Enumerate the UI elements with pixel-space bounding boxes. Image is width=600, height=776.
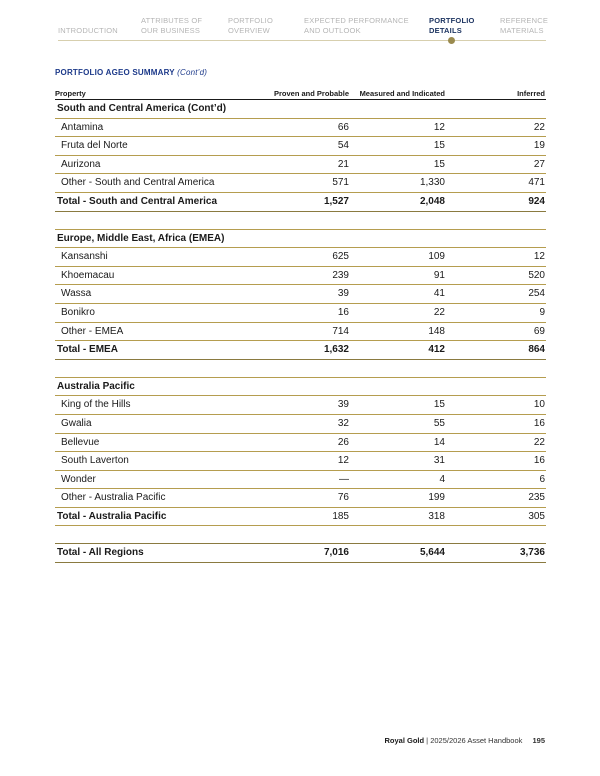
- cell-inferred: 520: [528, 269, 545, 281]
- nav-portfolio-details[interactable]: [429, 16, 475, 36]
- cell-measured-indicated: 1,330: [419, 177, 445, 189]
- cell-property: Aurizona: [61, 158, 101, 170]
- cell-inferred: 254: [528, 288, 545, 300]
- cell-property: Other - EMEA: [61, 325, 124, 337]
- total-proven-probable: 1,632: [323, 344, 349, 356]
- section-total-row: [55, 193, 546, 212]
- section-title: [55, 68, 207, 77]
- table-row: [55, 156, 546, 175]
- nav-attributes-of-our-business[interactable]: [141, 16, 202, 36]
- cell-proven-probable: 39: [337, 399, 349, 411]
- table-row: [55, 267, 546, 286]
- total-proven-probable: 185: [332, 510, 349, 522]
- cell-measured-indicated: 199: [428, 492, 445, 504]
- table-row: [55, 248, 546, 267]
- section-title-suffix: (Cont’d): [177, 68, 208, 77]
- cell-inferred: 16: [533, 455, 545, 467]
- table-row: [55, 489, 546, 508]
- grand-total-proven-probable: 7,016: [323, 547, 349, 559]
- cell-measured-indicated: 15: [433, 158, 445, 170]
- cell-inferred: 10: [533, 399, 545, 411]
- cell-measured-indicated: 12: [433, 121, 445, 133]
- cell-property: Bellevue: [61, 436, 100, 448]
- cell-inferred: 69: [533, 325, 545, 337]
- section-spacer: [55, 212, 546, 230]
- section-heading: [55, 378, 546, 397]
- cell-property: King of the Hills: [61, 399, 131, 411]
- cell-proven-probable: —: [339, 473, 349, 485]
- cell-property: Khoemacau: [61, 269, 115, 281]
- active-section-indicator: [448, 37, 455, 44]
- nav-reference-materials[interactable]: [500, 16, 548, 36]
- cell-inferred: 16: [533, 417, 545, 429]
- section-heading: [55, 100, 546, 119]
- table-row: [55, 285, 546, 304]
- nav-line-2: MATERIALS: [500, 26, 544, 35]
- table-row: [55, 415, 546, 434]
- table-header: [55, 86, 546, 100]
- cell-measured-indicated: 55: [433, 417, 445, 429]
- cell-proven-probable: 239: [332, 269, 349, 281]
- cell-property: Wonder: [61, 473, 96, 485]
- nav-line-2: OUR BUSINESS: [141, 26, 201, 35]
- header-measured-indicated: Measured and Indicated: [359, 89, 445, 98]
- footer-brand: Royal Gold: [384, 736, 425, 745]
- ageo-summary-table: [55, 86, 546, 563]
- total-label: Total - Australia Pacific: [57, 510, 167, 522]
- cell-proven-probable: 76: [337, 492, 349, 504]
- section-spacer: [55, 526, 546, 544]
- cell-measured-indicated: 15: [433, 399, 445, 411]
- page-footer: [384, 736, 545, 745]
- cell-proven-probable: 39: [337, 288, 349, 300]
- nav-line-1: [58, 16, 118, 26]
- nav-portfolio-overview[interactable]: [228, 16, 273, 36]
- cell-measured-indicated: 14: [433, 436, 445, 448]
- nav-line-2: AND OUTLOOK: [304, 26, 361, 35]
- cell-measured-indicated: 91: [433, 269, 445, 281]
- total-proven-probable: 1,527: [323, 195, 349, 207]
- section-total-row: [55, 341, 546, 360]
- nav-divider: [58, 40, 546, 41]
- header-property: Property: [55, 89, 86, 98]
- cell-measured-indicated: 15: [433, 140, 445, 152]
- cell-proven-probable: 21: [337, 158, 349, 170]
- grand-total-label: Total - All Regions: [57, 547, 144, 559]
- cell-proven-probable: 26: [337, 436, 349, 448]
- cell-property: Wassa: [61, 288, 92, 300]
- page-number: 195: [532, 736, 545, 745]
- table-row: [55, 434, 546, 453]
- grand-total-measured-indicated: 5,644: [419, 547, 445, 559]
- section-name: Europe, Middle East, Africa (EMEA): [57, 232, 225, 244]
- nav-line-1: ATTRIBUTES OF: [141, 16, 203, 25]
- total-label: Total - EMEA: [57, 344, 118, 356]
- nav-line-1: PORTFOLIO: [228, 16, 274, 25]
- table-row: [55, 396, 546, 415]
- cell-proven-probable: 32: [337, 417, 349, 429]
- cell-property: Bonikro: [61, 306, 95, 318]
- nav-expected-performance[interactable]: [304, 16, 409, 36]
- nav-line-1: REFERENCE: [500, 16, 549, 25]
- nav-introduction[interactable]: [58, 16, 118, 36]
- cell-measured-indicated: 109: [428, 251, 445, 263]
- table-row: [55, 174, 546, 193]
- total-measured-indicated: 2,048: [419, 195, 445, 207]
- table-row: [55, 471, 546, 490]
- table-row: [55, 452, 546, 471]
- section-name: South and Central America (Cont’d): [57, 103, 227, 114]
- total-measured-indicated: 412: [428, 344, 445, 356]
- cell-proven-probable: 66: [337, 121, 349, 133]
- table-row: [55, 119, 546, 138]
- cell-proven-probable: 54: [337, 140, 349, 152]
- cell-inferred: 235: [528, 492, 545, 504]
- table-row: [55, 323, 546, 342]
- cell-proven-probable: 12: [337, 455, 349, 467]
- section-heading: [55, 230, 546, 249]
- cell-property: Other - Australia Pacific: [61, 492, 166, 504]
- nav-line-1: EXPECTED PERFORMANCE: [304, 16, 409, 25]
- cell-inferred: 22: [533, 436, 545, 448]
- cell-property: Gwalia: [61, 417, 92, 429]
- total-measured-indicated: 318: [428, 510, 445, 522]
- total-inferred: 864: [528, 344, 545, 356]
- cell-inferred: 6: [539, 473, 545, 485]
- cell-proven-probable: 714: [332, 325, 349, 337]
- cell-proven-probable: 16: [337, 306, 349, 318]
- section-spacer: [55, 360, 546, 378]
- section-title-main: PORTFOLIO AGEO SUMMARY: [55, 68, 175, 77]
- section-total-row: [55, 508, 546, 527]
- total-label: Total - South and Central America: [57, 195, 218, 207]
- cell-property: Kansanshi: [61, 251, 108, 263]
- cell-property: Other - South and Central America: [61, 177, 215, 189]
- header-inferred: Inferred: [517, 89, 545, 98]
- table-row: [55, 137, 546, 156]
- cell-measured-indicated: 22: [433, 306, 445, 318]
- nav-line-1: PORTFOLIO: [429, 16, 475, 25]
- cell-measured-indicated: 31: [433, 455, 445, 467]
- cell-measured-indicated: 41: [433, 288, 445, 300]
- cell-property: Antamina: [61, 121, 104, 133]
- cell-inferred: 27: [533, 158, 545, 170]
- cell-property: South Laverton: [61, 455, 129, 467]
- footer-separator: |: [426, 736, 429, 745]
- grand-total-inferred: 3,736: [519, 547, 545, 559]
- total-inferred: 924: [528, 195, 545, 207]
- footer-publication: 2025/2026 Asset Handbook: [430, 736, 523, 745]
- cell-proven-probable: 571: [332, 177, 349, 189]
- grand-total-row: [55, 544, 546, 563]
- header-proven-probable: Proven and Probable: [273, 89, 349, 98]
- top-navigation: [0, 16, 600, 50]
- cell-inferred: 19: [533, 140, 545, 152]
- nav-line-2: INTRODUCTION: [58, 26, 118, 35]
- cell-inferred: 12: [533, 251, 545, 263]
- cell-inferred: 471: [528, 177, 545, 189]
- cell-inferred: 22: [533, 121, 545, 133]
- section-name: Australia Pacific: [57, 380, 135, 392]
- nav-line-2: DETAILS: [429, 26, 462, 35]
- table-row: [55, 304, 546, 323]
- total-inferred: 305: [528, 510, 545, 522]
- cell-inferred: 9: [539, 306, 545, 318]
- cell-property: Fruta del Norte: [61, 140, 128, 152]
- cell-measured-indicated: 4: [439, 473, 445, 485]
- cell-measured-indicated: 148: [428, 325, 445, 337]
- cell-proven-probable: 625: [332, 251, 349, 263]
- nav-line-2: OVERVIEW: [228, 26, 270, 35]
